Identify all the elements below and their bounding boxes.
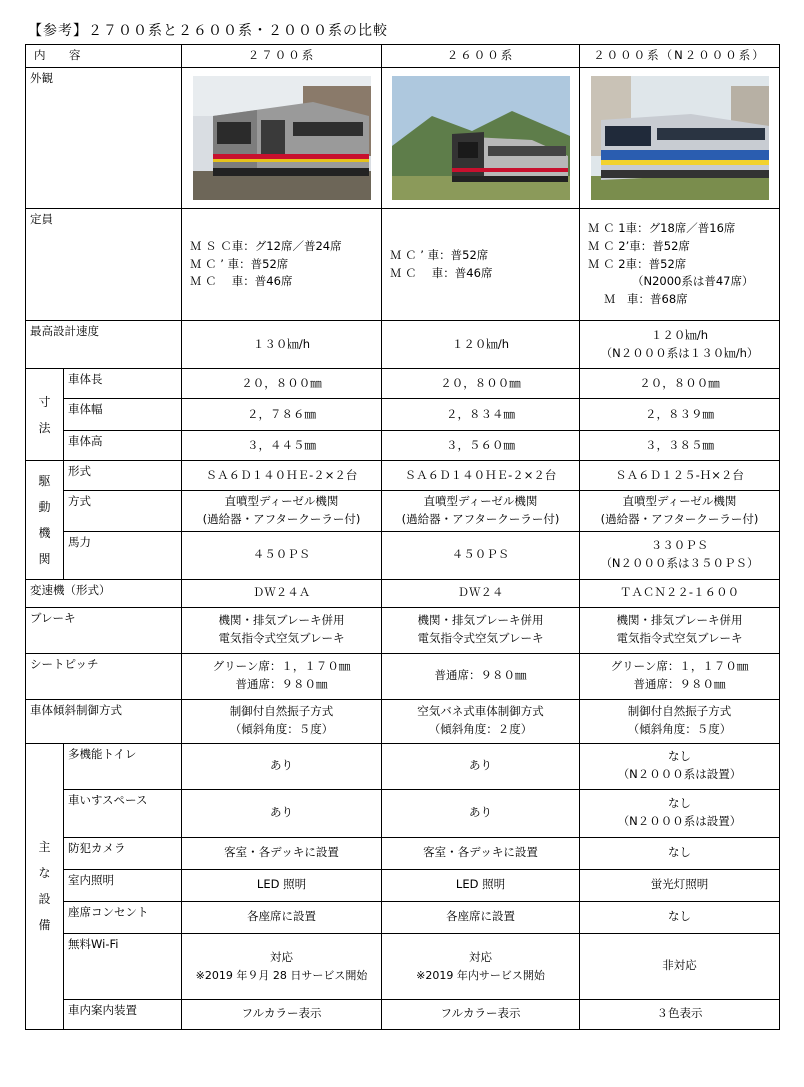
row-engine-type: 方式 直噴型ディーゼル機関 (過給器・アフタークーラー付) 直噴型ディーゼル機関 (過給器・アフタークーラー付) 直噴型ディーゼル機関 (過給器・アフタークーラー付) — [26, 491, 780, 532]
label-wifi: 無料Wi-Fi — [64, 933, 182, 999]
label-camera: 防犯カメラ — [64, 837, 182, 869]
label-appearance: 外観 — [26, 68, 182, 209]
train-2700-photo — [193, 76, 371, 200]
label-transmission: 変速機（形式） — [26, 579, 182, 607]
row-transmission: 変速機（形式） ＤＷ２４Ａ ＤＷ２４ ＴＡＣＮ２２-１６００ — [26, 579, 780, 607]
label-engine-type: 方式 — [64, 491, 182, 532]
header-2700: ２７００系 — [182, 45, 382, 68]
capacity-2600: Ｍ Ｃ ’ 車：普52席 Ｍ Ｃ 車：普46席 — [382, 209, 580, 321]
label-info: 車内案内装置 — [64, 999, 182, 1029]
row-toilet: 主 な 設 備 多機能トイレ あり あり なし （N２０００系は設置） — [26, 743, 780, 789]
label-max-speed: 最高設計速度 — [26, 321, 182, 369]
capacity-2700: Ｍ Ｓ Ｃ車：グ12席／普24席 Ｍ Ｃ ’ 車：普52席 Ｍ Ｃ 車：普46席 — [182, 209, 382, 321]
row-appearance — [26, 68, 780, 209]
row-info: 車内案内装置 フルカラー表示 フルカラー表示 ３色表示 — [26, 999, 780, 1029]
row-outlet: 座席コンセント 各座席に設置 各座席に設置 なし — [26, 901, 780, 933]
row-wheelchair: 車いすスペース あり あり なし （N２０００系は設置） — [26, 789, 780, 837]
label-length: 車体長 — [64, 369, 182, 399]
row-camera: 防犯カメラ 客室・各デッキに設置 客室・各デッキに設置 なし — [26, 837, 780, 869]
label-capacity: 定員 — [26, 209, 182, 321]
label-seat-pitch: シートピッチ — [26, 653, 182, 699]
row-length: 寸 法 車体長 ２０，８００㎜ ２０，８００㎜ ２０，８００㎜ — [26, 369, 780, 399]
label-height: 車体高 — [64, 431, 182, 461]
label-equipment: 主 な 設 備 — [26, 743, 64, 1029]
label-engine: 駆 動 機 関 — [26, 461, 64, 580]
page-title: 【参考】２７００系と２６００系・２０００系の比較 — [28, 23, 388, 39]
speed-2700: １３０㎞/h — [182, 321, 382, 369]
row-wifi: 無料Wi-Fi 対応 ※2019 年９月 28 日サービス開始 対応 ※2019 年内サービス開始 非対応 — [26, 933, 780, 999]
label-tilt: 車体傾斜制御方式 — [26, 699, 182, 743]
row-engine-model: 駆 動 機 関 形式 ＳＡ６Ｄ１４０ＨＥ-２×２台 ＳＡ６Ｄ１４０ＨＥ-２×２台 ＳＡ６Ｄ１２５-Ｈ×２台 — [26, 461, 780, 491]
label-engine-power: 馬力 — [64, 531, 182, 579]
label-engine-model: 形式 — [64, 461, 182, 491]
capacity-2000: Ｍ Ｃ 1車：グ18席／普16席 Ｍ Ｃ 2’車：普52席 Ｍ Ｃ 2車：普52席 （N2000系は普47席） Ｍ 車：普68席 — [580, 209, 780, 321]
label-brake: ブレーキ — [26, 607, 182, 653]
row-brake: ブレーキ 機関・排気ブレーキ併用 電気指令式空気ブレーキ 機関・排気ブレーキ併用 電気指令式空気ブレーキ 機関・排気ブレーキ併用 電気指令式空気ブレーキ — [26, 607, 780, 653]
speed-2000: １２０㎞/h （N２０００系は１３０㎞/h） — [580, 321, 780, 369]
train-2600-photo — [392, 76, 570, 200]
label-dimensions: 寸 法 — [26, 369, 64, 461]
label-outlet: 座席コンセント — [64, 901, 182, 933]
row-seat-pitch: シートピッチ グリーン席：１，１７０㎜ 普通席：９８０㎜ 普通席：９８０㎜ グリーン席：１，１７０㎜ 普通席：９８０㎜ — [26, 653, 780, 699]
header-2000: ２０００系（N２０００系） — [580, 45, 780, 68]
label-wheelchair: 車いすスペース — [64, 789, 182, 837]
row-tilt: 車体傾斜制御方式 制御付自然振子方式 （傾斜角度：５度） 空気バネ式車体制御方式 （傾斜角度：２度） 制御付自然振子方式 （傾斜角度：５度） — [26, 699, 780, 743]
label-toilet: 多機能トイレ — [64, 743, 182, 789]
comparison-table — [25, 44, 780, 1030]
label-width: 車体幅 — [64, 399, 182, 431]
train-2000-photo — [591, 76, 769, 200]
row-capacity — [26, 209, 780, 321]
header-row — [26, 45, 780, 68]
header-content: 内 容 — [26, 45, 182, 68]
row-lighting: 室内照明 LED 照明 LED 照明 蛍光灯照明 — [26, 869, 780, 901]
row-height: 車体高 ３，４４５㎜ ３，５６０㎜ ３，３８５㎜ — [26, 431, 780, 461]
row-engine-power: 馬力 ４５０ＰＳ ４５０ＰＳ ３３０ＰＳ （N２０００系は３５０ＰＳ） — [26, 531, 780, 579]
header-2600: ２６００系 — [382, 45, 580, 68]
row-max-speed — [26, 321, 780, 369]
label-lighting: 室内照明 — [64, 869, 182, 901]
speed-2600: １２０㎞/h — [382, 321, 580, 369]
row-width: 車体幅 ２，７８６㎜ ２，８３４㎜ ２，８３９㎜ — [26, 399, 780, 431]
